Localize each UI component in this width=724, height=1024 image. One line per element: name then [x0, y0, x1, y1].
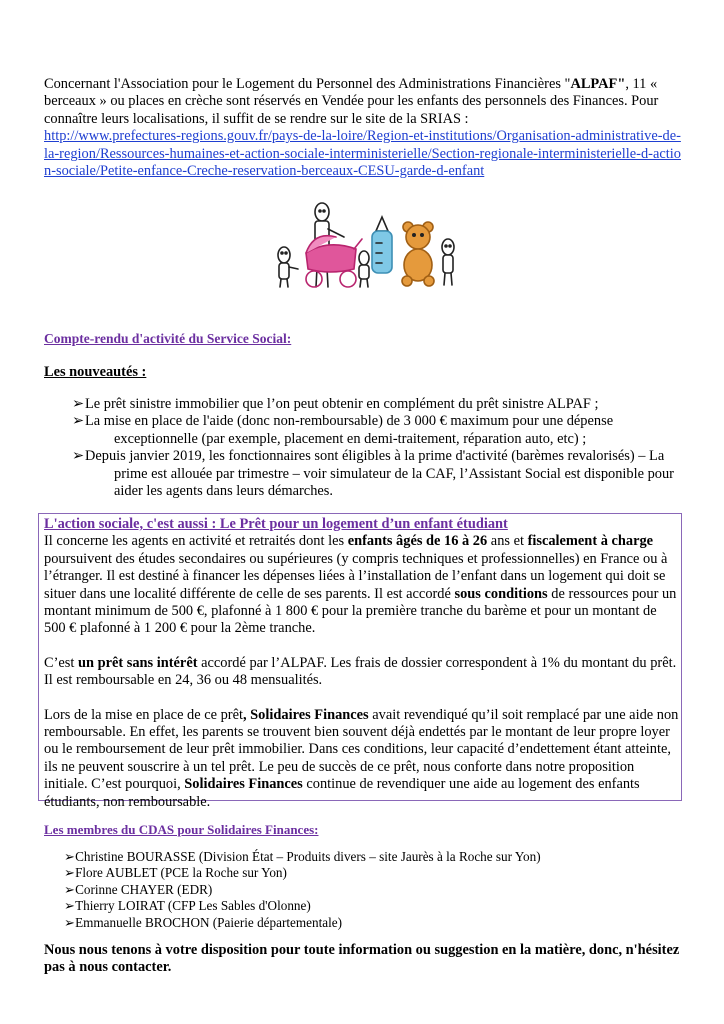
list-item — [64, 882, 541, 898]
list-item — [64, 865, 541, 881]
arrow-bullet-icon: ➢ — [64, 849, 76, 864]
list-item-text: exceptionnelle (par exemple, placement en demi-traitement, réparation auto, etc) ; — [114, 430, 587, 447]
list-item — [72, 413, 684, 448]
arrow-bullet-icon: ➢ — [72, 448, 85, 465]
list-item — [64, 849, 541, 865]
list-item-text: prime est allouée par trimestre – voir simulateur de la CAF, l’Assistant Social est disponible pour aider les agents dans leurs démarches. — [114, 465, 674, 500]
arrow-bullet-icon: ➢ — [72, 396, 85, 412]
list-item-text: La mise en place de l'aide (donc non-remboursable) de 3 000 € maximum pour une dépense — [85, 413, 614, 430]
action-sociale-content — [44, 516, 680, 811]
nursery-illustration — [258, 195, 468, 295]
arrow-bullet-icon: ➢ — [64, 898, 76, 914]
member-name: Corinne CHAYER (EDR) — [75, 881, 213, 897]
cdas-heading: Les membres du CDAS pour Solidaires Finances: — [44, 822, 319, 837]
intro-text-pre: Concernant l'Association pour le Logement du Personnel des Administrations Financières " — [44, 76, 571, 92]
list-item — [64, 915, 541, 931]
intro-paragraph — [44, 76, 684, 180]
srias-link[interactable]: http://www.prefectures-regions.gouv.fr/pays-de-la-loire/Region-et-institutions/Organisation-administrative-de-la-region/Ressources-humaines-et-action-sociale-interministerielle/Section-regionale-interministerielle-d-action-sociale/Petite-enfance-Creche-reservation-berceaux-CESU-garde-d-enfant — [44, 128, 681, 180]
children-pram-drawing-icon — [258, 195, 468, 295]
action-sociale-paragraph-1: Il concerne les agents en activité et retraités dont les enfants âgés de 16 à 26 ans et fiscalement à charge poursuivent des études secondaires ou supérieures (y compris techniques et professionnelles) en France ou à l’étranger. Il est destiné à financer les dépenses liées à l’installation de l’enfant dans un logement qui doit se situer dans une localité différente de celle de ses parents. Il est accordé sous conditions de ressources pour un montant minimum de 500 €, plafonné à 1 800 € pour la première tranche du barème et pour un montant de 500 € plafonné à 1 200 € pour la 2ème tranche. — [44, 533, 677, 637]
list-item — [64, 898, 541, 914]
member-name: Flore AUBLET (PCE la Roche sur Yon) — [75, 865, 287, 881]
arrow-bullet-icon: ➢ — [64, 865, 76, 881]
action-sociale-paragraph-3: Lors de la mise en place de ce prêt, Solidaires Finances avait revendiqué qu’il soit remplacé par une aide non remboursable. En effet, les parents se trouvent bien souvent déjà endettés par le montant de leur propre loyer ou le remboursement de leur prêt immobilier. Dans ces conditions, leur capacité d’endettement étant atteinte, ils ne peuvent souscrire à un tel prêt. Le peu de succès de ce prêt, nous conforte dans notre proposition initiale. C’est pourquoi, Solidaires Finances continue de revendiquer une aide au logement des enfants étudiants, non remboursable. — [44, 706, 679, 810]
intro-text-post: , 11 « berceaux » ou places en crèche sont réservés en Vendée pour les enfants des personnels des Finances. Pour connaître leurs localisations, il suffit de se rendre sur le site de la SRIAS : — [44, 76, 659, 127]
member-name: Christine BOURASSE (Division État – Produits divers – site Jaurès à la Roche sur Yon) — [75, 849, 541, 864]
alpaf-name: ALPAF" — [570, 76, 626, 92]
cdas-members-list — [64, 849, 541, 931]
list-item — [72, 396, 684, 413]
arrow-bullet-icon: ➢ — [64, 914, 76, 930]
arrow-bullet-icon: ➢ — [64, 881, 76, 897]
nouveautes-heading: Les nouveautés : — [44, 364, 147, 380]
closing-statement: Nous nous tenons à votre disposition pour toute information ou suggestion en la matière, donc, n'hésitez pas à nous contacter. — [44, 942, 680, 976]
action-sociale-heading: L'action sociale, c'est aussi : Le Prêt pour un logement d’un enfant étudiant — [44, 516, 508, 532]
list-item-text: Depuis janvier 2019, les fonctionnaires sont éligibles à la prime d'activité (barèmes revalorisés) – La — [85, 448, 665, 465]
action-sociale-paragraph-2: C’est un prêt sans intérêt accordé par l’ALPAF. Les frais de dossier correspondent à 1% du montant du prêt. Il est remboursable en 24, 36 ou 48 mensualités. — [44, 654, 677, 689]
arrow-bullet-icon: ➢ — [72, 413, 85, 430]
list-item — [72, 448, 684, 500]
member-name: Thierry LOIRAT (CFP Les Sables d'Olonne) — [75, 898, 311, 914]
nouveautes-list — [72, 396, 684, 500]
list-item-text: Le prêt sinistre immobilier que l’on peut obtenir en complément du prêt sinistre ALPAF ; — [85, 396, 599, 412]
compte-rendu-heading: Compte-rendu d'activité du Service Social: — [44, 331, 292, 346]
member-name: Emmanuelle BROCHON (Paierie départementale) — [75, 914, 343, 930]
